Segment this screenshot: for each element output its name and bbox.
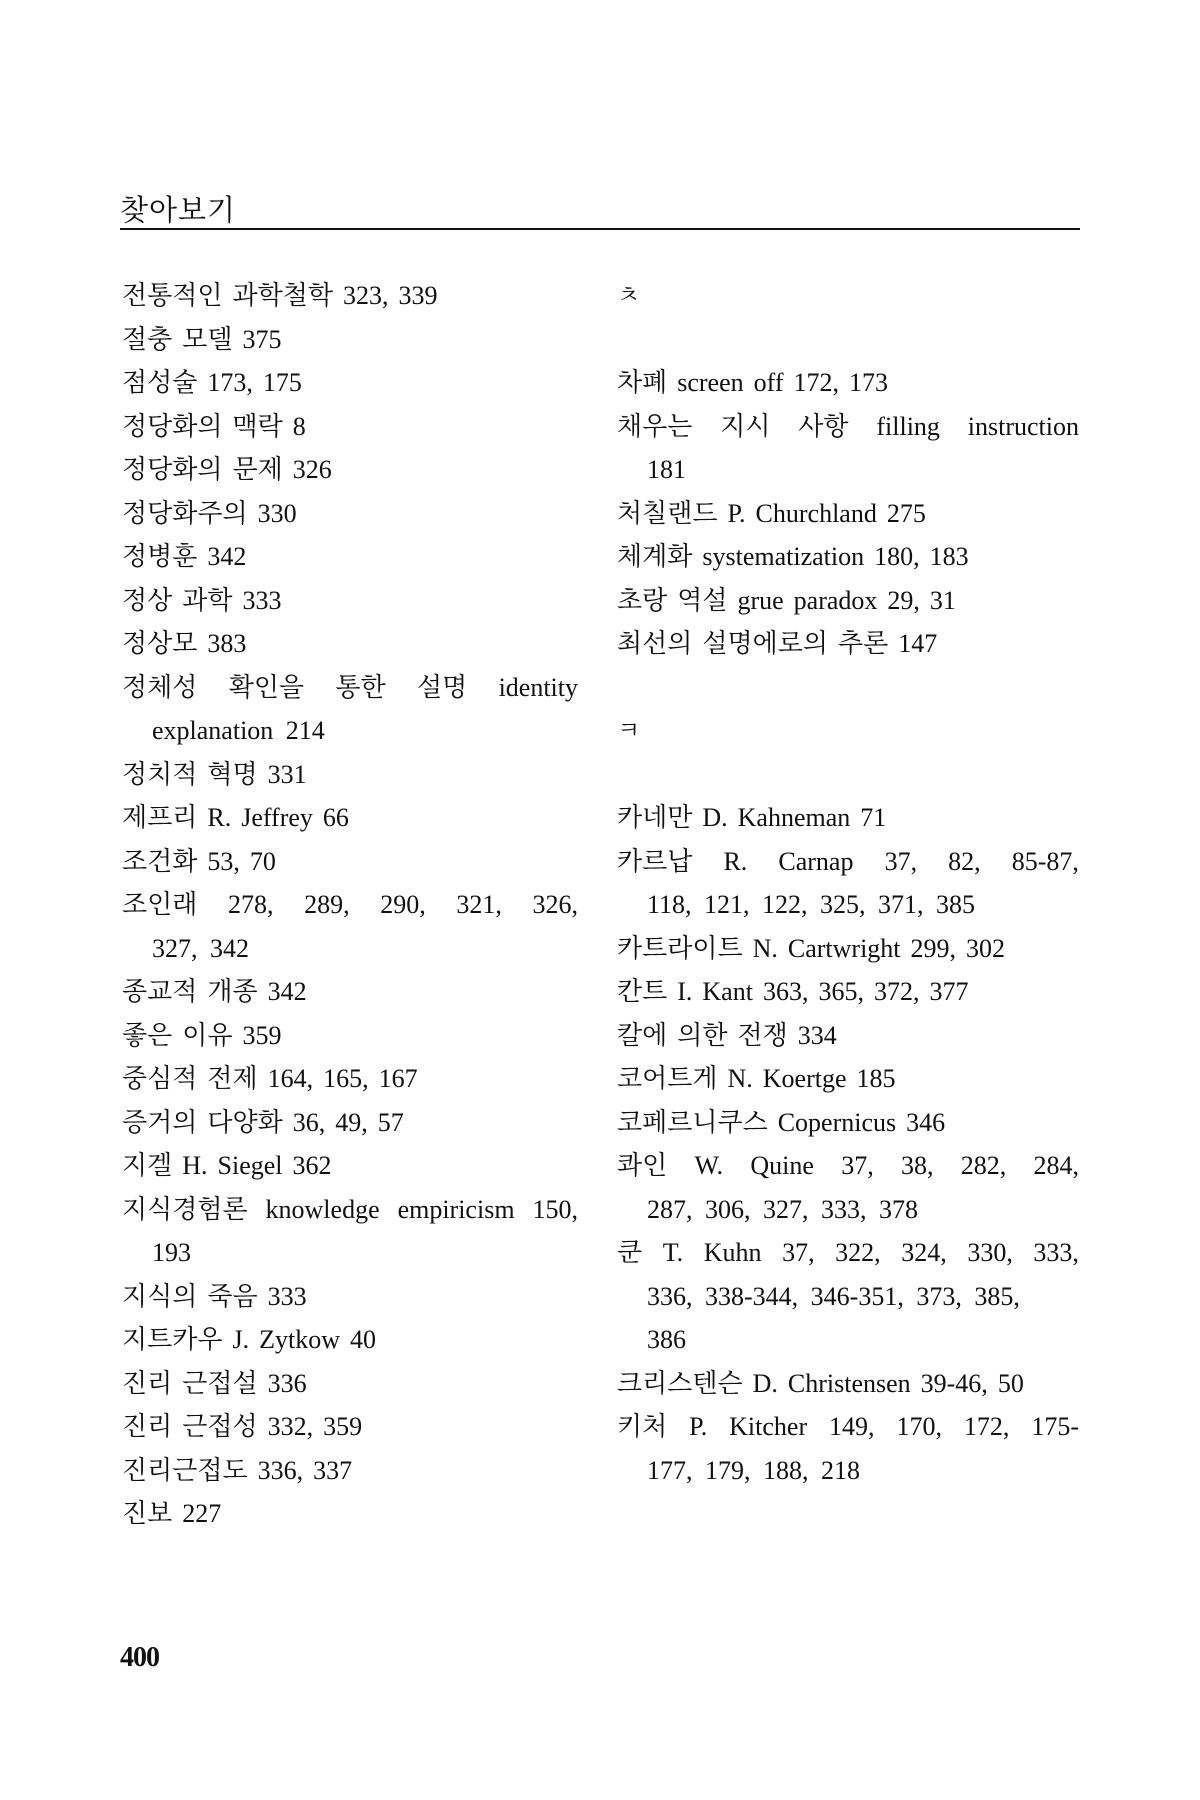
index-entry: 정병훈 342	[122, 542, 247, 571]
index-entry: 크리스텐슨 D. Christensen 39-46, 50	[617, 1368, 1024, 1398]
index-entry: 정당화주의 330	[122, 498, 297, 528]
index-entry: 차폐 screen off 172, 173	[617, 368, 888, 397]
index-entry: 지식의 죽음 333	[122, 1281, 307, 1311]
index-entry: 쿤 T. Kuhn 37, 322, 324, 330, 333,	[617, 1238, 1079, 1267]
index-entry: 초랑 역설 grue paradox 29, 31	[617, 585, 956, 615]
index-entry: 지식경험론 knowledge empiricism 150,	[122, 1194, 578, 1224]
index-entry: 코페르니쿠스 Copernicus 346	[617, 1107, 946, 1137]
index-entry: 키처 P. Kitcher 149, 170, 172, 175-	[617, 1412, 1079, 1441]
index-entry: 진리 근접성 332, 359	[122, 1412, 363, 1441]
index-entry: 칸트 I. Kant 363, 365, 372, 377	[617, 977, 969, 1006]
page-number: 400	[120, 1642, 159, 1673]
index-entry-continuation: 177, 179, 188, 218	[647, 1455, 860, 1485]
index-section-heading: ㅋ	[617, 716, 641, 744]
index-entry: 채우는 지시 사항 filling instruction	[617, 411, 1079, 441]
index-entry: 진보 227	[122, 1499, 222, 1528]
index-entry-continuation: 336, 338-344, 346-351, 373, 385,	[647, 1281, 1020, 1311]
index-entry: 전통적인 과학철학 323, 339	[122, 281, 438, 310]
index-entry-continuation: 118, 121, 122, 325, 371, 385	[647, 890, 976, 919]
index-section-heading: ㅊ	[617, 281, 641, 309]
index-column-left	[122, 274, 578, 1536]
index-entry: 정상모 383	[122, 629, 247, 658]
index-entry: 최선의 설명에로의 추론 147	[617, 629, 938, 658]
index-entry: 카르납 R. Carnap 37, 82, 85-87,	[617, 846, 1079, 876]
index-entry: 체계화 systematization 180, 183	[617, 542, 969, 571]
blank-line	[617, 318, 1079, 362]
index-entry: 지트카우 J. Zytkow 40	[122, 1325, 376, 1354]
index-entry: 제프리 R. Jeffrey 66	[122, 803, 349, 832]
index-entry: 정당화의 맥락 8	[122, 411, 306, 441]
index-entry: 종교적 개종 342	[122, 977, 307, 1006]
index-entry: 카네만 D. Kahneman 71	[617, 803, 887, 832]
index-entry: 정치적 혁명 331	[122, 759, 307, 789]
index-entry-continuation: 181	[647, 455, 686, 484]
index-entry: 진리 근접설 336	[122, 1368, 307, 1398]
index-entry: 점성술 173, 175	[122, 368, 302, 397]
index-entry: 칼에 의한 전쟁 334	[617, 1020, 837, 1050]
index-entry: 진리근접도 336, 337	[122, 1455, 353, 1485]
index-entry: 지겔 H. Siegel 362	[122, 1151, 332, 1180]
index-entry: 절충 모델 375	[122, 324, 282, 354]
index-entry-continuation: 327, 342	[152, 933, 249, 963]
index-entry: 콰인 W. Quine 37, 38, 282, 284,	[617, 1151, 1079, 1180]
blank-line	[617, 666, 1079, 710]
index-entry: 좋은 이유 359	[122, 1020, 282, 1050]
index-entry-continuation: explanation 214	[152, 716, 325, 745]
header-rule	[120, 228, 1080, 230]
index-entry: 정당화의 문제 326	[122, 455, 332, 484]
index-entry: 코어트게 N. Koertge 185	[617, 1064, 896, 1093]
index-entry-continuation: 287, 306, 327, 333, 378	[647, 1194, 918, 1224]
index-entry: 정체성 확인을 통한 설명 identity	[122, 672, 578, 702]
index-entry: 조인래 278, 289, 290, 321, 326,	[122, 890, 578, 919]
index-entry: 증거의 다양화 36, 49, 57	[122, 1107, 404, 1137]
index-entry: 조건화 53, 70	[122, 846, 276, 876]
blank-line	[617, 753, 1079, 797]
index-entry-continuation: 193	[152, 1238, 191, 1267]
index-entry-continuation: 386	[647, 1325, 686, 1354]
page-title: 찾아보기	[120, 193, 237, 227]
index-entry: 처칠랜드 P. Churchland 275	[617, 498, 926, 528]
index-entry: 중심적 전제 164, 165, 167	[122, 1064, 418, 1093]
index-entry: 카트라이트 N. Cartwright 299, 302	[617, 933, 1006, 963]
index-column-right	[617, 274, 1079, 1492]
index-entry: 정상 과학 333	[122, 585, 282, 615]
